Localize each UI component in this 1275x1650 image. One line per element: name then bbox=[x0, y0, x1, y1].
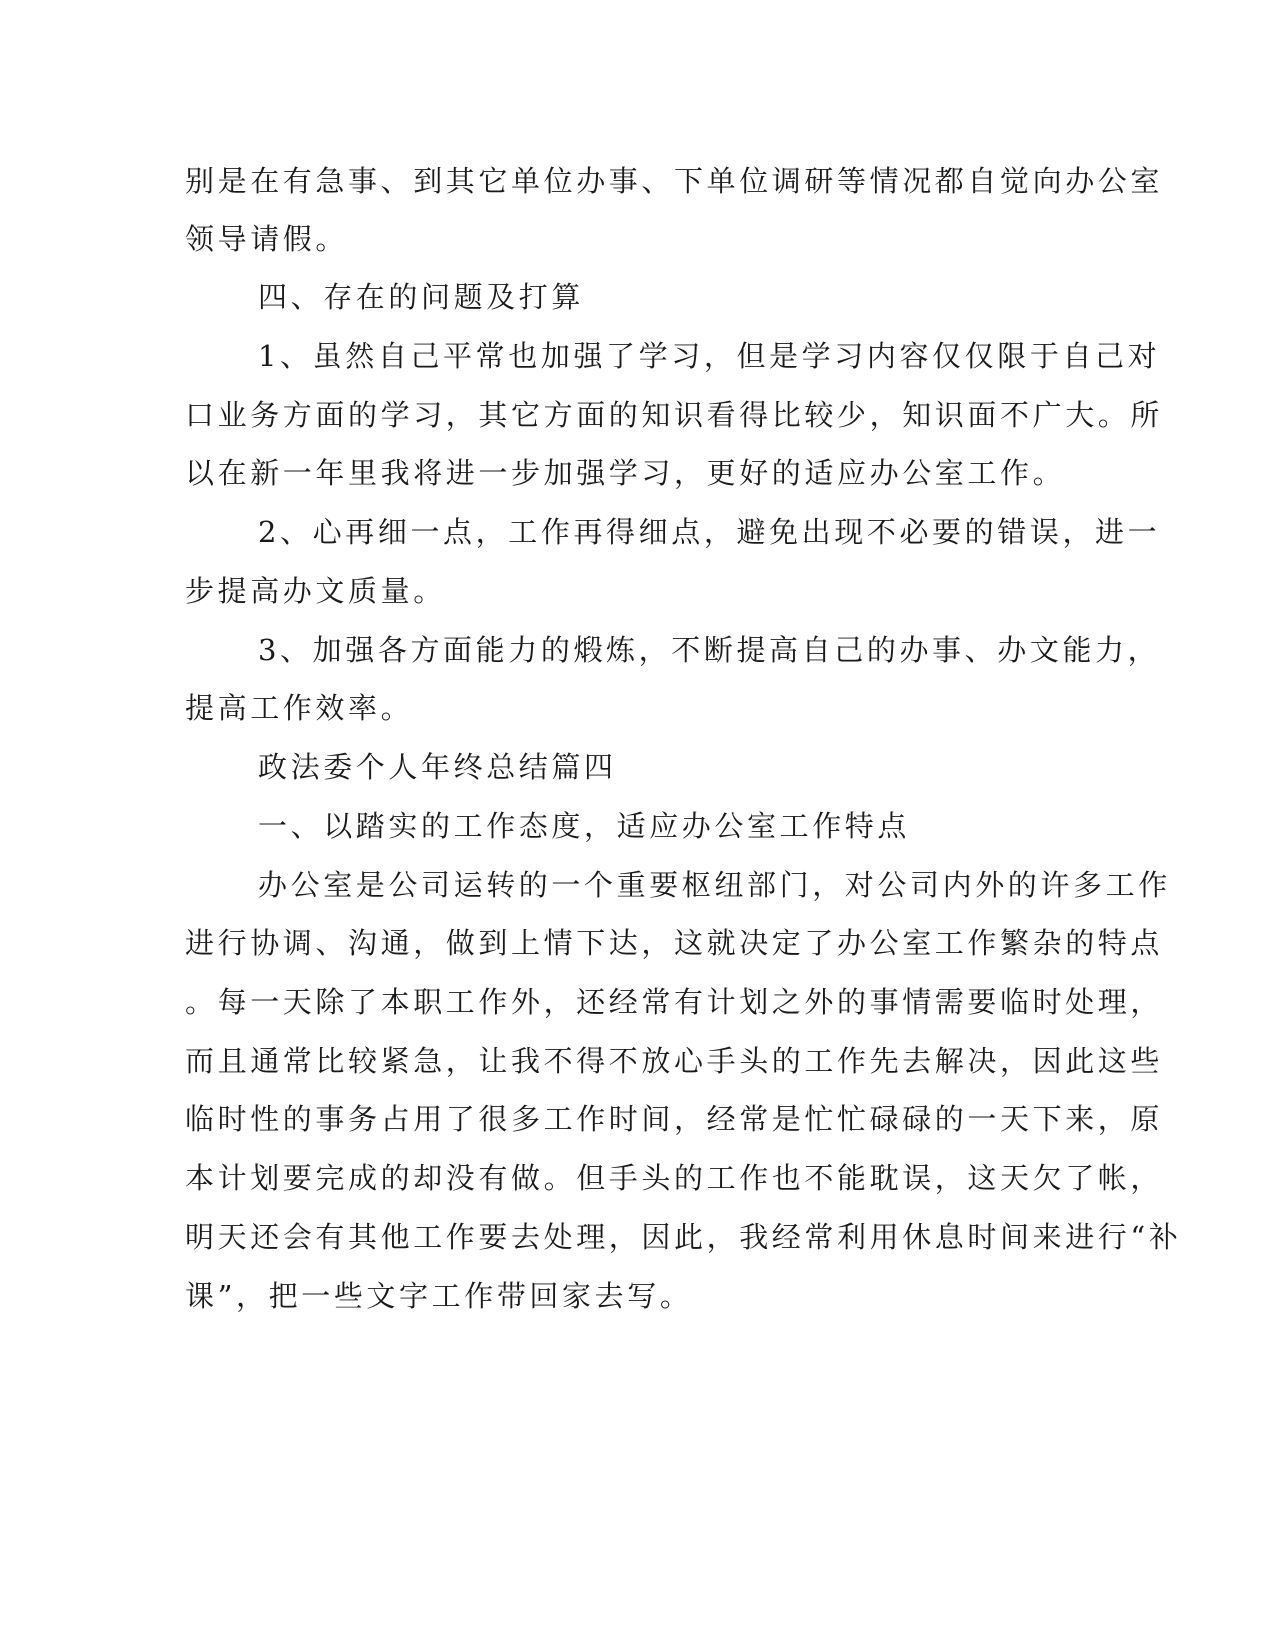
text-line: 领导请假。 bbox=[185, 222, 349, 256]
text-line: 。每一天除了本职工作外，还经常有计划之外的事情需要临时处理， bbox=[185, 985, 1164, 1019]
text-line: 课”，把一些文字工作带回家去写。 bbox=[185, 1279, 693, 1313]
text-line: 进行协调、沟通，做到上情下达，这就决定了办公室工作繁杂的特点 bbox=[185, 926, 1164, 960]
text-line: 本计划要完成的却没有做。但手头的工作也不能耽误，这天欠了帐， bbox=[185, 1161, 1164, 1195]
section-heading: 四、存在的问题及打算 bbox=[258, 280, 585, 314]
text-line: 而且通常比较紧急，让我不得不放心手头的工作先去解决，因此这些 bbox=[185, 1044, 1164, 1078]
section-heading: 一、以踏实的工作态度，适应办公室工作特点 bbox=[258, 809, 911, 843]
text-line: 3、加强各方面能力的煅炼，不断提高自己的办事、办文能力， bbox=[258, 633, 1161, 667]
text-line: 提高工作效率。 bbox=[185, 691, 414, 725]
text-line: 步提高办文质量。 bbox=[185, 574, 446, 608]
text-line: 2、心再细一点，工作再得细点，避免出现不必要的错误，进一 bbox=[258, 515, 1161, 549]
text-line: 别是在有急事、到其它单位办事、下单位调研等情况都自觉向办公室 bbox=[185, 164, 1164, 198]
text-line: 1、虽然自己平常也加强了学习，但是学习内容仅仅限于自己对 bbox=[258, 339, 1161, 373]
text-line: 以在新一年里我将进一步加强学习，更好的适应办公室工作。 bbox=[185, 456, 1066, 490]
text-line: 口业务方面的学习，其它方面的知识看得比较少，知识面不广大。所 bbox=[185, 398, 1164, 432]
text-line: 临时性的事务占用了很多工作时间，经常是忙忙碌碌的一天下来，原 bbox=[185, 1102, 1164, 1136]
article-title: 政法委个人年终总结篇四 bbox=[258, 750, 617, 784]
text-line: 明天还会有其他工作要去处理，因此，我经常利用休息时间来进行“补 bbox=[185, 1220, 1182, 1254]
text-line: 办公室是公司运转的一个重要枢纽部门，对公司内外的许多工作 bbox=[258, 868, 1171, 902]
